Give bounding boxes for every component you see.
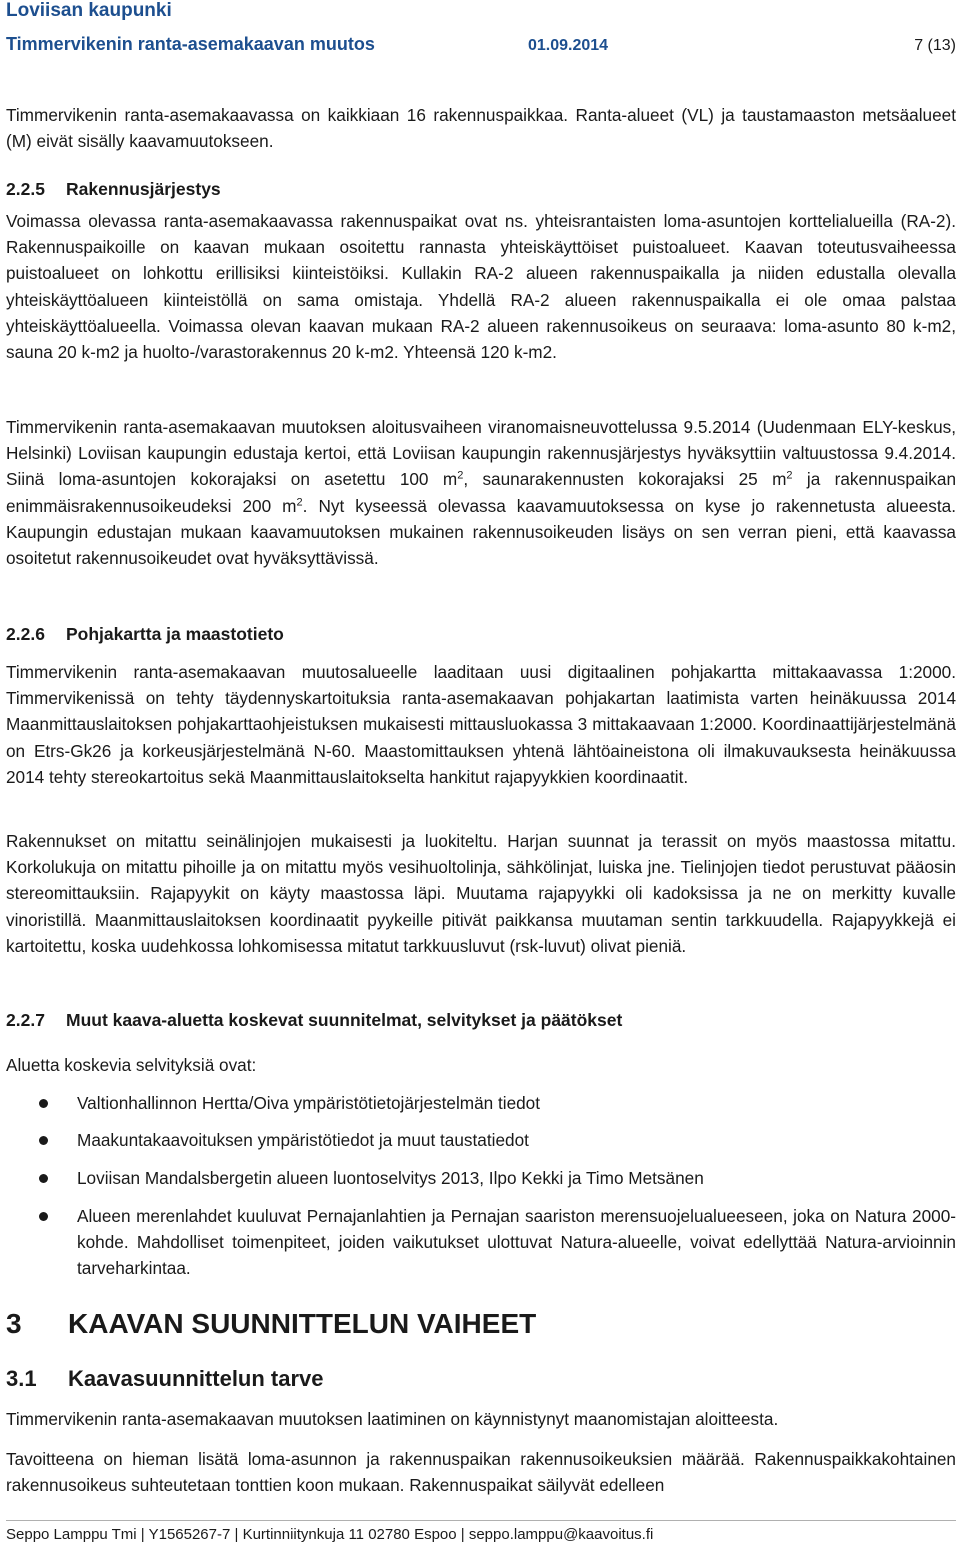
section-title: Rakennusjärjestys [66, 179, 221, 199]
paragraph: Voimassa olevassa ranta-asemakaavassa rakennuspaikat ovat ns. yhteisrantaisten loma-asuntojen korttelialueilla (RA-2). Rakennuspaikoille on kaavan mukaan osoitettu rannasta yhteiskäyttöiset puistoalueet. Kaavan toteutusvaiheessa puistoalueet on lohkottu erillisiksi kiinteistöiksi. Kullakin RA-2 alueen rakennuspaikalla ja niiden edustalla olevalla yhteiskäyttöalueen kiinteistöllä on sama omistaja. Yhdellä RA-2 alueen rakennuspaikalla ei ole omaa palstaa yhteiskäyttöalueella. Voimassa olevan kaavan mukaan RA-2 alueen rakennusoikeus on seuraava: loma-asunto 80 k-m2, sauna 20 k-m2 ja huolto-/varastorakennus 20 k-m2. Yhteensä 120 k-m2. [6, 211, 956, 363]
bullet-icon [39, 1212, 48, 1221]
section-3-1-body [6, 1406, 956, 1432]
section-number: 2.2.6 [6, 624, 45, 644]
section-heading [6, 1008, 956, 1032]
paragraph: Tavoitteena on hieman lisätä loma-asunnon ja rakennuspaikan rakennusoikeuksien määrää. Rakennuspaikkakohtainen rakennusoikeus suhteutetaan tonttien koon mukaan. Rakennuspaikat säilyvät edelleen [6, 1449, 956, 1496]
bullet-list-block [6, 1090, 956, 1281]
header-document-title: Timmervikenin ranta-asemakaavan muutos [6, 34, 375, 54]
paragraph-with-superscripts: Timmervikenin ranta-asemakaavan muutoksen aloitusvaiheen viranomaisneuvottelussa 9.5.2014 (Uudenmaan ELY-keskus, Helsinki) Loviisan kaupungin edustaja kertoi, että Loviisan kaupungin rakennusjärjestys hyväksyttiin valtuustossa 9.4.2014. Siinä loma-asuntojen kokorajaksi on asetettu 100 $m^2$, saunarakennusten kokorajaksi 25 $m^2$ ja rakennuspaikan enimmäisrakennusoikeudeksi 200 $m^2$. Nyt kyseessä olevassa kaavamuutoksessa on kyse jo rakennetusta alueesta. Kaupungin edustajan mukaan kaavamuutoksen mukainen rakennusoikeuden lisäys on sen verran pieni, että kaavassa osoitetut rakennusoikeudet ovat hyväksyttävissä. [6, 417, 956, 569]
bullet-icon [39, 1099, 48, 1108]
section-2-2-6-body-2 [6, 828, 956, 959]
section-title: Pohjakartta ja maastotieto [66, 624, 284, 644]
section-number: 3.1 [6, 1366, 37, 1391]
intro-paragraph-block [6, 102, 956, 154]
section-number: 2.2.5 [6, 179, 45, 199]
bullet-list [6, 1090, 956, 1281]
section-2-2-6 [6, 622, 956, 646]
section-2-2-5-body [6, 208, 956, 365]
footer-text: Seppo Lamppu Tmi | Y1565267-7 | Kurtinniitynkuja 11 02780 Espoo | seppo.lamppu@kaavoitus.fi [6, 1526, 654, 1543]
section-2-2-7-intro [6, 1052, 956, 1078]
bullet-icon [39, 1136, 48, 1145]
section-2-2-5-body-2 [6, 414, 956, 571]
section-3-1-body-2 [6, 1446, 956, 1498]
section-heading [6, 177, 956, 201]
list-item: Maakuntakaavoituksen ympäristötiedot ja muut taustatiedot [6, 1127, 956, 1153]
list-item: Valtionhallinnon Hertta/Oiva ympäristötietojärjestelmän tiedot [6, 1090, 956, 1116]
section-2-2-6-body [6, 659, 956, 790]
header-page-number: 7 (13) [914, 37, 956, 54]
section-2-2-5 [6, 177, 956, 201]
header-date: 01.09.2014 [528, 37, 609, 54]
section-title: Muut kaava-aluetta koskevat suunnitelmat, selvitykset ja päätökset [66, 1010, 623, 1030]
header-organization: Loviisan kaupunki [6, 0, 172, 21]
section-2-2-7-heading [6, 1008, 956, 1032]
chapter-number: 3 [6, 1308, 22, 1339]
chapter-heading [6, 1308, 536, 1340]
footer-divider [6, 1520, 956, 1521]
section-title: Kaavasuunnittelun tarve [68, 1366, 324, 1391]
chapter-title: KAAVAN SUUNNITTELUN VAIHEET [68, 1308, 537, 1339]
paragraph: Aluetta koskevia selvityksiä ovat: [6, 1055, 257, 1075]
section-heading [6, 622, 956, 646]
bullet-icon [39, 1174, 48, 1183]
section-number: 2.2.7 [6, 1010, 45, 1030]
paragraph: Timmervikenin ranta-asemakaavan muutosalueelle laaditaan uusi digitaalinen pohjakartta mittakaavassa 1:2000. Timmervikenissä on tehty täydennyskartoituksia ranta-asemakaavan pohjakartan laatimista varten heinäkuussa 2014 Maanmittauslaitoksen pohjakarttaohjeistuksen mukaisesti mittausluokassa 3 mittakaavaan 1:2000. Koordinaattijärjestelmänä on Etrs-Gk26 ja korkeusjärjestelmänä N-60. Maastomittauksen yhtenä lähtöaineistona oli ilmakuvauksesta heinäkuussa 2014 tehty stereokartoitus sekä Maanmittauslaitokselta hankitut rajapyykkien koordinaatit. [6, 662, 956, 787]
paragraph: Rakennukset on mitattu seinälinjojen mukaisesti ja luokiteltu. Harjan suunnat ja terassit on myös maastossa mitattu. Korkolukuja on mitattu pihoille ja on mitattu myös vesihuoltolinja, sähkölinjat, luiska jne. Tielinjojen tiedot perustuvat pääosin stereomittauksiin. Rajapyykit on käyty maastossa läpi. Muutama rajapyykki oli kadoksissa ja ne on merkitty kuvalle vinoristillä. Maanmittauslaitoksen koordinaatit pyykeille pitivät paikkansa muutaman sentin tarkkuudella. Rajapyykkejä ei kartoitettu, koska uudehkossa lohkomisessa mitatut tarkkuusluvut (rsk-luvut) olivat pieniä. [6, 831, 956, 956]
paragraph: Timmervikenin ranta-asemakaavan muutoksen laatiminen on käynnistynyt maanomistajan aloitteesta. [6, 1409, 779, 1429]
section-3-1-heading [6, 1366, 324, 1392]
intro-paragraph: Timmervikenin ranta-asemakaavassa on kaikkiaan 16 rakennuspaikkaa. Ranta-alueet (VL) ja taustamaaston metsäalueet (M) eivät sisälly kaavamuutokseen. [6, 105, 956, 152]
list-item: Loviisan Mandalsbergetin alueen luontoselvitys 2013, Ilpo Kekki ja Timo Metsänen [6, 1165, 956, 1191]
list-item: Alueen merenlahdet kuuluvat Pernajanlahtien ja Pernajan saariston merensuojelualueeseen, joka on Natura 2000-kohde. Mahdolliset toimenpiteet, joiden vaikutukset ulottuvat Natura-alueelle, voivat edellyttää Natura-arvioinnin tarveharkintaa. [6, 1203, 956, 1282]
